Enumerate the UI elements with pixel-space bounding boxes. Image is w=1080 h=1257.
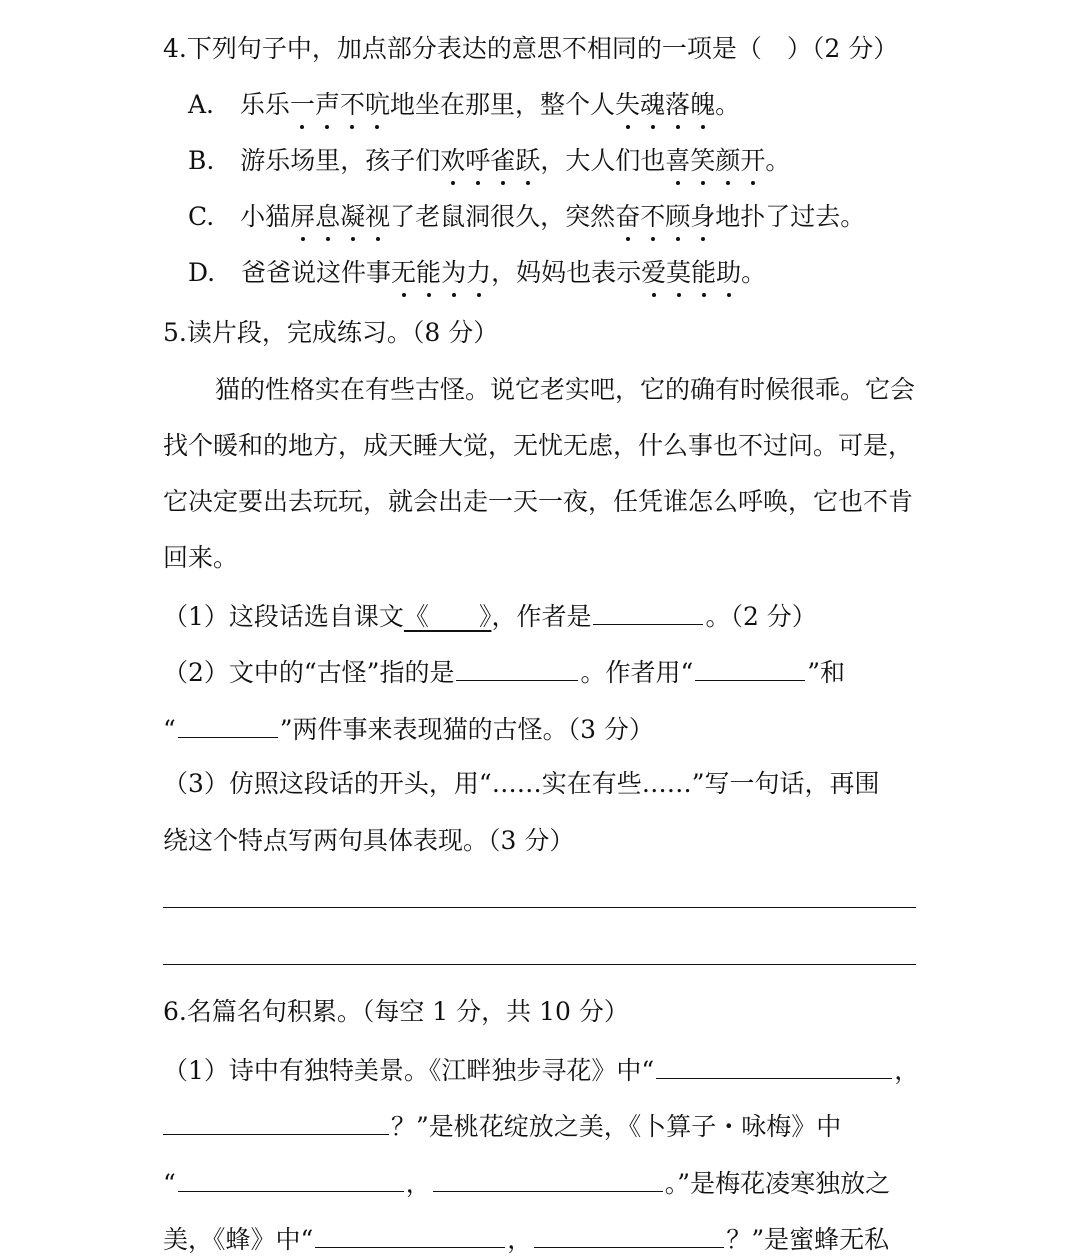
dotted-char: 莫 — [666, 256, 691, 290]
q5-sub2-line2 — [163, 711, 918, 747]
event-one-blank[interactable] — [695, 654, 805, 681]
dotted-char: 凝 — [340, 200, 365, 234]
dotted-char: 顾 — [665, 200, 690, 234]
q6-text: ？”是蜜蜂无私 — [726, 1225, 890, 1254]
option-text: 地扑了过去。 — [715, 202, 866, 231]
q5-sub3-line2: 绕这个特点写两句具体表现。（3 分） — [163, 826, 575, 855]
book-title-blank[interactable]: 《 》 — [403, 602, 492, 631]
q6-line2 — [163, 1108, 918, 1144]
dotted-char: 能 — [416, 256, 441, 290]
dotted-char: 喜 — [665, 144, 690, 178]
dotted-char: 助 — [716, 256, 741, 290]
q6-text: 。”是梅花凌寒独放之 — [664, 1169, 891, 1198]
dotted-char: 能 — [691, 256, 716, 290]
poem-blank[interactable] — [656, 1052, 892, 1079]
sub1-text: ，作者是 — [491, 602, 592, 631]
q6-line1 — [163, 1052, 918, 1088]
option-letter: D. — [188, 258, 216, 287]
dotted-char: 视 — [365, 200, 390, 234]
poem-blank[interactable] — [534, 1221, 724, 1248]
dotted-phrase — [641, 258, 741, 287]
answer-line[interactable] — [163, 964, 916, 965]
option-text: ，大人们也 — [540, 146, 666, 175]
poem-blank[interactable] — [433, 1165, 663, 1192]
option-text: 地坐在那里，整个人 — [390, 90, 616, 119]
q6-stem: 6.名篇名句积累。（每空 1 分，共 10 分） — [163, 997, 629, 1026]
dotted-phrase — [290, 90, 390, 119]
q6-text: ， — [507, 1225, 533, 1254]
q6-line4 — [163, 1221, 918, 1257]
dotted-char: 吭 — [365, 88, 390, 122]
dotted-char: 不 — [640, 200, 665, 234]
q4-stem: 4.下列句子中，加点部分表达的意思不相同的一项是（ ）（2 分） — [163, 34, 899, 63]
passage-line: 找个暖和的地方，成天睡大觉，无忧无虑，什么事也不过问。可是， — [163, 431, 914, 460]
passage-line: 猫的性格实在有些古怪。说它老实吧，它的确有时候很乖。它会 — [215, 375, 916, 404]
dotted-char: 落 — [665, 88, 690, 122]
q6-text: ， — [894, 1056, 920, 1085]
option-text: ，妈妈也表示 — [491, 258, 642, 287]
dotted-phrase — [615, 90, 715, 119]
dotted-char: 身 — [690, 200, 715, 234]
dotted-char: 息 — [315, 200, 340, 234]
q5-sub2-line1 — [163, 654, 918, 690]
option-text: 。 — [765, 146, 791, 175]
option-text: 。 — [715, 90, 741, 119]
q4-option-a — [188, 88, 943, 122]
sub1-text: （1）这段话选自课文 — [163, 602, 404, 631]
dotted-char: 一 — [290, 88, 315, 122]
option-letter: B. — [188, 146, 215, 175]
dotted-phrase — [665, 146, 765, 175]
q4-option-c — [188, 200, 943, 234]
option-text: 。 — [741, 258, 767, 287]
q5-stem: 5.读片段，完成练习。（8 分） — [163, 318, 499, 347]
dotted-char: 笑 — [690, 144, 715, 178]
dotted-char: 颜 — [715, 144, 740, 178]
dotted-char: 奋 — [615, 200, 640, 234]
event-two-blank[interactable] — [178, 711, 278, 738]
q4-option-d — [188, 256, 943, 290]
dotted-char: 力 — [466, 256, 491, 290]
passage-line: 它决定要出去玩玩，就会出走一天一夜，任凭谁怎么呼唤，它也不肯 — [163, 487, 914, 516]
dotted-phrase — [615, 202, 715, 231]
option-text: 小猫 — [240, 202, 291, 231]
q6-text: （1）诗中有独特美景。《江畔独步寻花》中“ — [163, 1056, 655, 1085]
dotted-phrase — [290, 202, 390, 231]
sub1-text: 。（2 分） — [705, 602, 817, 631]
poem-blank[interactable] — [163, 1108, 389, 1135]
author-blank[interactable] — [593, 598, 703, 625]
dotted-char: 为 — [441, 256, 466, 290]
option-text: 游乐场里，孩子们 — [240, 146, 441, 175]
poem-blank[interactable] — [178, 1165, 404, 1192]
q4-option-b — [188, 144, 943, 178]
option-text: 爸爸说这件事 — [241, 258, 392, 287]
sub2-text: （2）文中的“古怪”指的是 — [163, 658, 455, 687]
dotted-phrase — [440, 146, 540, 175]
dotted-char: 不 — [340, 88, 365, 122]
poem-blank[interactable] — [315, 1221, 505, 1248]
q6-line3 — [163, 1165, 918, 1201]
guguai-meaning-blank[interactable] — [456, 654, 578, 681]
q6-text: 美，《蜂》中“ — [163, 1225, 314, 1254]
sub2-text: ”和 — [807, 658, 846, 687]
dotted-char: 无 — [391, 256, 416, 290]
dotted-char: 欢 — [440, 144, 465, 178]
dotted-char: 魂 — [640, 88, 665, 122]
sub2-text: ”两件事来表现猫的古怪。（3 分） — [279, 715, 654, 744]
q6-text: “ — [163, 1169, 176, 1198]
option-text: 了老鼠洞很久，突然 — [390, 202, 616, 231]
passage-line: 回来。 — [163, 543, 239, 572]
dotted-char: 屏 — [290, 200, 315, 234]
option-letter: A. — [188, 90, 215, 119]
q6-text: ， — [405, 1169, 431, 1198]
dotted-char: 开 — [740, 144, 765, 178]
q6-text: ？”是桃花绽放之美，《卜算子・咏梅》中 — [391, 1112, 842, 1141]
dotted-char: 声 — [315, 88, 340, 122]
dotted-char: 失 — [615, 88, 640, 122]
q5-sub1 — [163, 598, 918, 634]
dotted-char: 爱 — [641, 256, 666, 290]
dotted-char: 雀 — [490, 144, 515, 178]
dotted-char: 魄 — [690, 88, 715, 122]
dotted-char: 跃 — [515, 144, 540, 178]
sub2-text: “ — [163, 715, 176, 744]
dotted-phrase — [391, 258, 491, 287]
answer-line[interactable] — [163, 907, 916, 908]
option-text: 乐乐 — [239, 90, 290, 119]
q5-sub3-line1: （3）仿照这段话的开头，用“……实在有些……”写一句话，再围 — [163, 769, 880, 798]
option-letter: C. — [188, 202, 215, 231]
sub2-text: 。作者用“ — [580, 658, 694, 687]
dotted-char: 呼 — [465, 144, 490, 178]
